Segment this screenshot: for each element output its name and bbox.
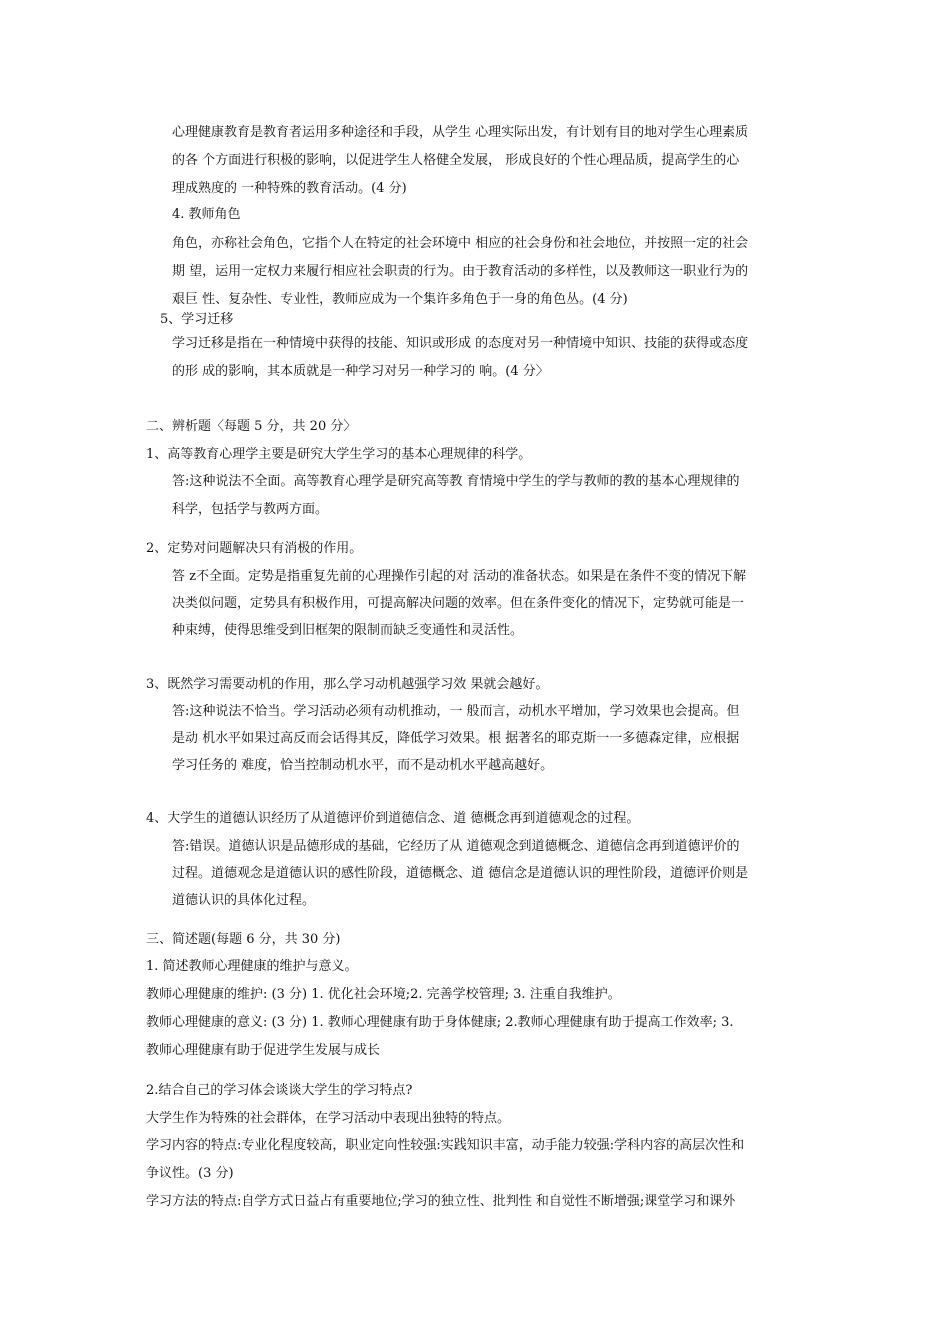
answer-line: 答:这种说法不全面。高等教育心理学是研究高等教 育情境中学生的学与教师的教的基本心理规律的	[172, 474, 740, 489]
answer-line: 道德认识的具体化过程。	[172, 893, 316, 908]
paragraph-line: 理成熟度的 一种特殊的教育活动。(4 分)	[172, 181, 407, 196]
answer-line: 学习任务的 难度，恰当控制动机水平，而不是动机水平越高越好。	[172, 758, 554, 773]
answer-line: 种束缚，使得思维受到旧框架的限制而缺乏变通性和灵活性。	[172, 623, 524, 638]
answer-line: 答:这种说法不恰当。学习活动必须有动机推动，一 般而言，动机水平增加，学习效果也会提高。但	[172, 704, 740, 719]
paragraph-line: 学习迁移是指在一种情境中获得的技能、知识或形成 的态度对另一种情境中知识、技能的获得或态度	[172, 336, 749, 351]
paragraph-line: 艰巨 性、复杂性、专业性，教师应成为一个集许多角色于一身的角色丛。(4 分)	[172, 292, 628, 307]
answer-line: 科学，包括学与教两方面。	[172, 502, 329, 517]
question: 1、高等教育心理学主要是研究大学生学习的基本心理规律的科学。	[146, 447, 532, 462]
section-heading: 二、辨析题〈每题 5 分，共 20 分〉	[146, 419, 357, 434]
answer-line: 过程。道德观念是道德认识的感性阶段，道德概念、道 德信念是道德认识的理性阶段，道德评价则是	[172, 866, 749, 881]
paragraph-line: 大学生作为特殊的社会群体，在学习活动中表现出独特的特点。	[146, 1111, 511, 1126]
paragraph-line: 的各 个方面进行积极的影响，以促进学生人格健全发展， 形成良好的个性心理品质，提高学生的心	[172, 153, 740, 168]
paragraph-line: 期 望，运用一定权力来履行相应社会职责的行为。由于教育活动的多样性，以及教师这一职业行为的	[172, 264, 749, 279]
question: 2、定势对问题解决只有消极的作用。	[146, 541, 363, 556]
term-heading: 5、学习迁移	[160, 312, 234, 327]
question: 4、大学生的道德认识经历了从道德评价到道德信念、道 德概念再到道德观念的过程。	[146, 811, 640, 826]
paragraph-line: 角色，亦称社会角色，它指个人在特定的社会环境中 相应的社会身份和社会地位，并按照一定的社会	[172, 236, 749, 251]
answer-line: 决类似问题，定势具有积极作用，可提高解决问题的效率。但在条件变化的情况下，定势就可能是一	[172, 596, 745, 611]
question: 1. 简述教师心理健康的维护与意义。	[146, 959, 358, 974]
term-heading: 4. 教师角色	[172, 207, 241, 222]
paragraph-line: 争议性。(3 分)	[146, 1166, 234, 1181]
paragraph-line: 教师心理健康的维护: (3 分) 1. 优化社会环境;2. 完善学校管理; 3. 注重自我维护。	[146, 987, 621, 1002]
paragraph-line: 心理健康教育是教育者运用多种途径和手段，从学生 心理实际出发，有计划有目的地对学生心理素质	[172, 125, 749, 140]
paragraph-line: 教师心理健康的意义: (3 分) 1. 教师心理健康有助于身体健康; 2.教师心理健康有助于提高工作效率; 3.	[146, 1015, 734, 1030]
answer-line: 是动 机水平如果过高反而会话得其反，降低学习效果。根 据著名的耶克斯一一多德森定律，应根据	[172, 731, 740, 746]
paragraph-line: 教师心理健康有助于促进学生发展与成长	[146, 1043, 381, 1058]
question: 2.结合自己的学习体会谈谈大学生的学习特点?	[146, 1083, 413, 1098]
answer-line: 答:错误。道德认识是品德形成的基础，它经历了从 道德观念到道德概念、道德信念再到道德评价的	[172, 839, 740, 854]
question: 3、既然学习需要动机的作用，那么学习动机越强学习效 果就会越好。	[146, 677, 549, 692]
paragraph-line: 的形 成的影响，其本质就是一种学习对另一种学习的 响。(4 分〉	[172, 364, 549, 379]
paragraph-line: 学习内容的特点:专业化程度较高，职业定向性较强:实践知识丰富，动手能力较强:学科内容的高层次性和	[146, 1138, 745, 1153]
section-heading: 三、简述题(每题 6 分，共 30 分)	[146, 932, 341, 947]
paragraph-line: 学习方法的特点:自学方式日益占有重要地位;学习的独立性、批判性 和自觉性不断增强;课堂学习和课外	[146, 1194, 736, 1209]
answer-line: 答 z不全面。定势是指重复先前的心理操作引起的对 活动的准备状态。如果是在条件不变的情况下解	[172, 569, 747, 584]
